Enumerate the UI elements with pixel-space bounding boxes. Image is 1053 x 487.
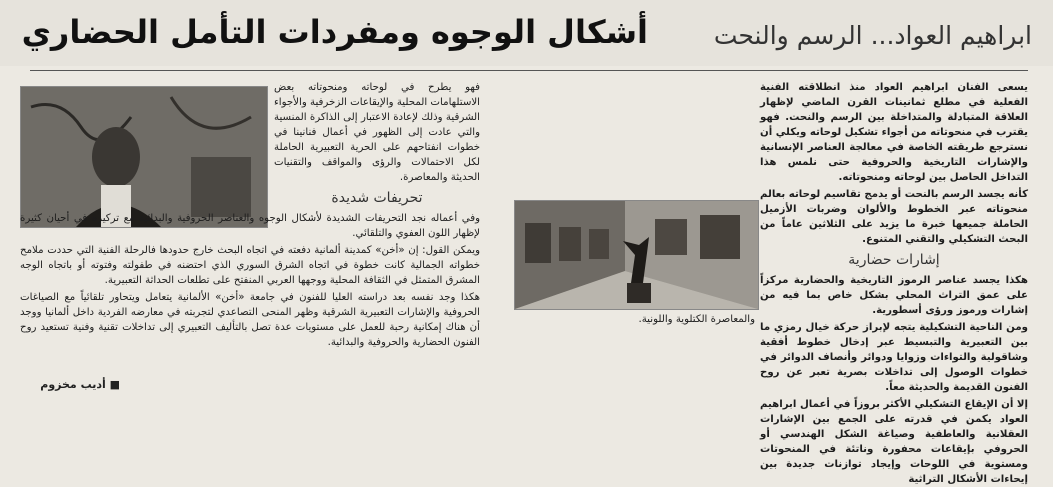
gallery-sculpture-photo [514,200,759,310]
article-subtitle: ابراهيم العواد... الرسم والنحت [713,21,1032,50]
paragraph: والمعاصرة الكتلوية واللونية. [638,314,755,325]
article-title: أشكال الوجوه ومفردات التأمل الحضاري [21,13,648,51]
paragraph: وفي أعماله نجد التحريفات الشديدة لأشكال الوجوه والعناصر الحروفية والبدائية مع تركيزه في أحيان كثيرة لإظهار اللون العفوي والتلقائي. [20,213,480,239]
paragraph: يسعى الفنان ابراهيم العواد منذ انطلاقته الفنية الفعلية في مطلع ثمانينات القرن الماضي لإظهار العلاقة المتبادلة والمتداخلة بين الرسم والنحت. فهو يقترب في منحوتاته من أجواء تشكيل لوحاته ويكلي أن نسترجع طريقته الخاصة في معالجة العناصر الإنسانية والإشارات التاريخية والحروفية حتى نلمس هذا التداخل الحاصل بين لوحاته ومنحوتاته. [760,82,1028,183]
paragraph: كأنه يجسد الرسم بالنحت أو يدمج تقاسيم لوحاته بعالم منحوتاته عبر الخطوط والألوان وضربات الأزميل الحاملة جميعها خبرة ما يزيد على الثلاثين عاماً من البحث التشكيلي والتقني المتنوع. [760,189,1028,245]
paragraph: هكذا وجد نفسه بعد دراسته العليا للفنون في جامعة «أخن» الألمانية يتعامل ويتحاور تلقائياً مع الصياغات الحروفية والإشارات التعبيرية الشرقية وظهر المنحى التصاعدي لتجربته في معارضه الفردية داخل ألمانيا ووجد أن هناك إمكانية رحبة للعمل على مستويات عدة تصل بالتأليف التعبيري إلى تداخلات تقنية وفنية تستعيد روح الفنون الحضارية والحروفية والبدائية. [20,292,480,348]
paragraph: هكذا يجسد عناصر الرموز التاريخية والحضارية مركزاً على عمق التراث المحلي بشكل خاص بما فيه من إشارات ورموز ورؤى أسطورية. [760,275,1028,316]
middle-text-column [512,312,755,396]
paragraph: ويمكن القول: إن «أخن» كمدينة ألمانية دفعته في اتجاه البحث خارج حدودها فالرحلة الفنية التي حددت ملامح خطواته الجمالية كانت خطوة في اتجاه الشرق السوري الذي احتضنه في طفولته وفتوته أو باتجاه الوجه المشرق المتمثل في الثقافة المحلية ووجهها العربي المنفتح على تطلعات الحداثة التعبيرية. [20,245,480,286]
paragraph: إلا أن الإيقاع التشكيلي الأكثر بروزاً في أعمال ابراهيم العواد يكمن في قدرته على الجمع بين الإشارات العقلانية والعاطفية وصياغة الشكل الهندسي أو الحروفي بإيقاعات محفورة وناتئة في المنحوتات ومستوية في اللوحات وإيجاد توازنات جديدة بين إيحاءات الأشكال التراثية [760,399,1028,485]
author-signature: ■ أديب مخزوم [40,378,120,391]
section-subhead: تحريفات شديدة [331,190,423,206]
left-text-column [20,80,480,370]
header-divider [30,70,1028,71]
section-subhead: إشارات حضارية [848,252,940,268]
paragraph: فهو يطرح في لوحاته ومنحوتاته بعض الاستلهامات المحلية والإيقاعات الزخرفية والأجواء الشرقية وذلك لإعادة الاعتبار إلى الذاكرة المنسية والتي عادت إلى الظهور في أعمال فنانينا في خطوات انفتاحهم على الحرية التعبيرية الحاملة لكل الاحتمالات والرؤى والمواقف والتقنيات الحديثة والمعاصرة. [274,82,480,183]
paragraph: ومن الناحية التشكيلية يتجه لإبراز حركة خيال رمزي ما بين التعبيرية والتبسيط عبر إدخال خطوط أفقية وشاقولية والتواءات وزوايا ودوائر وأنصاف الدوائر في خطوات الوصول إلى تداخلات بصرية تعبر عن روح الفنون القديمة والحديثة معاً. [760,322,1028,393]
right-text-column [760,80,1028,485]
